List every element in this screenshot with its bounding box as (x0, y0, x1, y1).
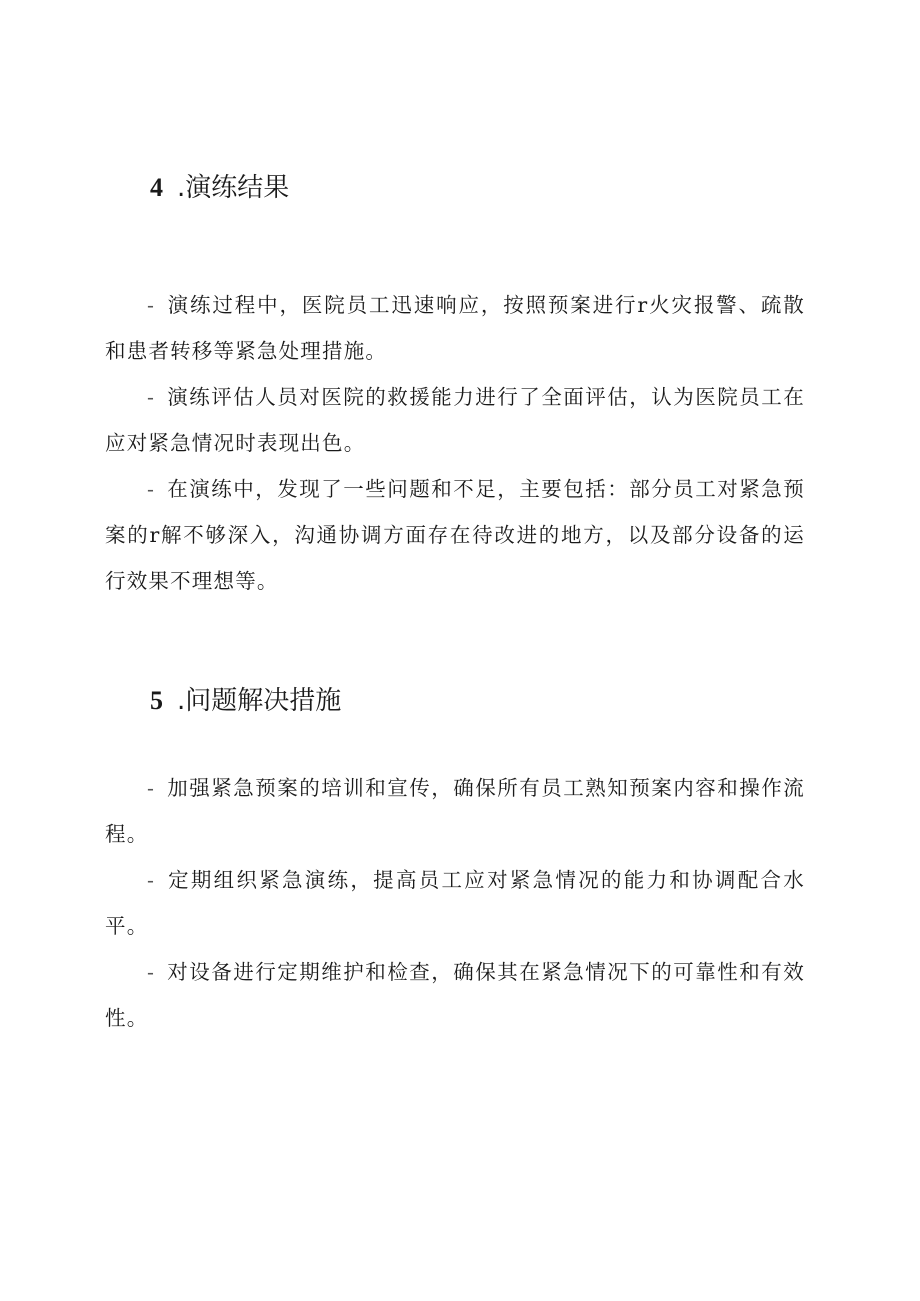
section-number: 4 (150, 173, 163, 202)
section-heading (150, 170, 805, 206)
bullet-dash: - (147, 960, 156, 984)
section-title: .问题解决措施 (177, 686, 342, 716)
list-item (105, 765, 805, 857)
section-heading (150, 683, 805, 719)
list-item-text: 演练评估人员对医院的救援能力进行了全面评估，认为医院员工在应对紧急情况时表现出色。 (105, 385, 805, 455)
section-title: .演练结果 (177, 173, 290, 203)
list-item-text: 对设备进行定期维护和检查，确保其在紧急情况下的可靠性和有效性。 (105, 960, 805, 1030)
list-item (105, 282, 805, 374)
section-problem-solutions (105, 683, 805, 1041)
list-item (105, 857, 805, 949)
bullet-dash: - (147, 868, 156, 892)
bullet-dash: - (147, 477, 156, 501)
list-item-text: 演练过程中，医院员工迅速响应，按照预案进行r火灾报警、疏散和患者转移等紧急处理措施。 (105, 293, 805, 363)
bullet-dash: - (147, 385, 156, 409)
list-item-text: 在演练中，发现了一些问题和不足，主要包括：部分员工对紧急预案的r解不够深入，沟通协调方面存在待改进的地方，以及部分设备的运行效果不理想等。 (105, 477, 805, 593)
section-number: 5 (150, 686, 163, 715)
bullet-list (105, 765, 805, 1041)
list-item-text: 加强紧急预案的培训和宣传，确保所有员工熟知预案内容和操作流程。 (105, 776, 805, 846)
section-drill-results (105, 170, 805, 604)
list-item-text: 定期组织紧急演练，提高员工应对紧急情况的能力和协调配合水平。 (105, 868, 805, 938)
list-item (105, 374, 805, 466)
list-item (105, 949, 805, 1041)
list-item (105, 466, 805, 604)
bullet-dash: - (147, 293, 156, 317)
bullet-dash: - (147, 776, 156, 800)
bullet-list (105, 282, 805, 604)
